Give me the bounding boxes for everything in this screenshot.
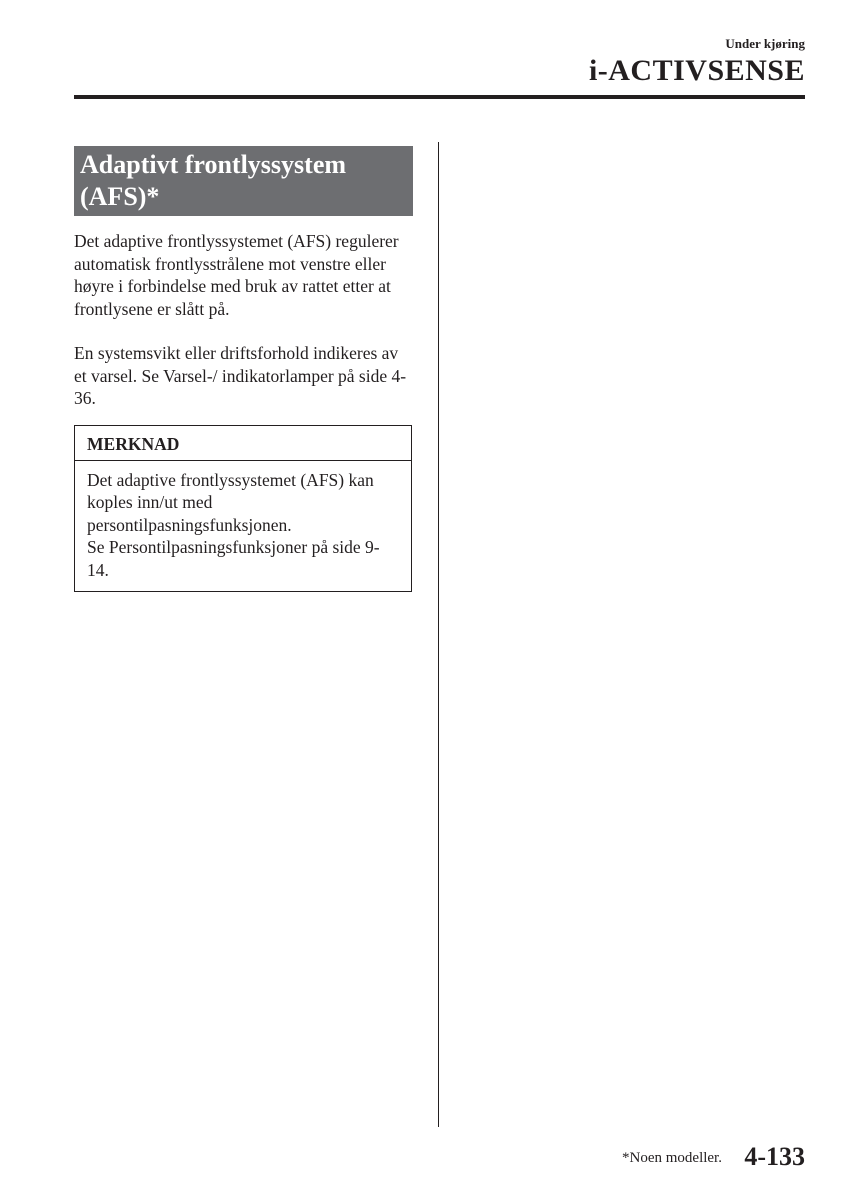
footnote-some-models: *Noen modeller. [622,1150,722,1166]
note-line-2: Se Persontilpasningsfunksjoner på side 9-14. [87,537,380,580]
note-body [75,461,411,592]
left-column [74,146,414,592]
column-divider [438,142,439,1127]
header-rule [74,95,805,99]
running-header-section: Under kjøring [725,36,805,51]
note-box [74,425,412,593]
section-heading-line-2: (AFS)* [80,182,160,211]
section-heading-line-1: Adaptivt frontlyssystem [80,150,347,179]
chapter-title: i-ACTIVSENSE [588,54,805,87]
note-line-1: Det adaptive frontlyssystemet (AFS) kan koples inn/ut med persontilpasningsfunksjonen. [87,469,374,535]
page-number: 4-133 [744,1142,805,1171]
paragraph-afs-description: Det adaptive frontlyssystemet (AFS) regulerer automatisk frontlysstrålene mot venstre eller høyre i forbindelse med bruk av rattet etter at frontlysene er slått på. [74,231,399,319]
paragraph-warning-reference: En systemsvikt eller driftsforhold indikeres av et varsel. Se Varsel-/ indikatorlamper på side 4-36. [74,343,407,408]
section-heading [74,146,413,216]
note-title: MERKNAD [75,426,411,461]
